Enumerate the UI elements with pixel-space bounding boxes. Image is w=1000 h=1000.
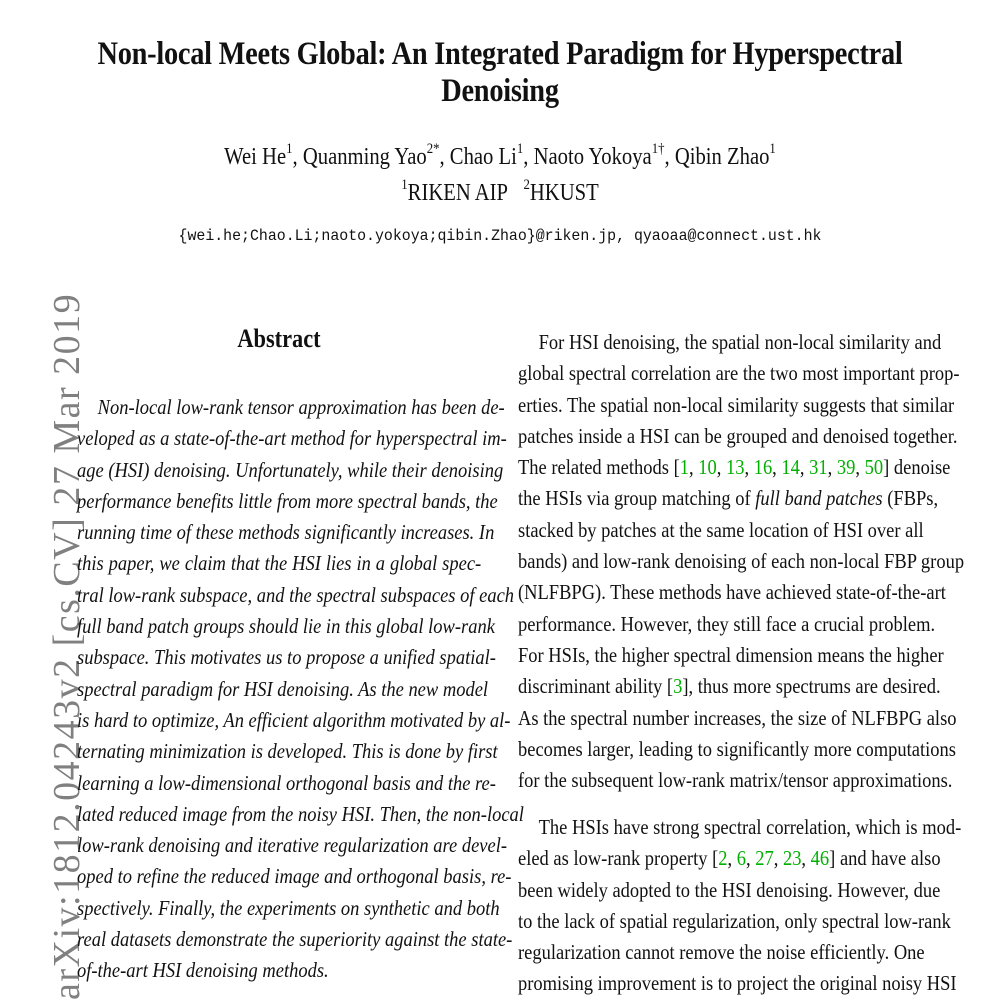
citation-link[interactable]: 39 [836, 455, 856, 480]
citation-link[interactable]: 3 [673, 674, 683, 699]
author-separator: , [439, 144, 450, 170]
author-list [70, 140, 930, 171]
author-separator: , [664, 144, 675, 170]
citation-link[interactable]: 10 [698, 455, 717, 480]
citation-link[interactable]: 23 [782, 846, 802, 871]
text-line: real datasets demonstrate the superiority against the state- [77, 927, 513, 952]
text-line: performance benefits little from more spectral bands, the [77, 488, 498, 513]
citation-link[interactable]: 27 [755, 846, 774, 871]
author-affiliation-mark: 1 [769, 140, 776, 157]
text-line: stacked by patches at the same location of HSI over all [518, 517, 924, 542]
affiliation-line [70, 176, 930, 207]
citation-link[interactable]: 31 [809, 455, 828, 480]
text-line: promising improvement is to project the original noisy HSI [518, 971, 957, 996]
text-line: discriminant ability [3], thus more spectrums are desired. [518, 674, 941, 699]
text-line: global spectral correlation are the two most important prop- [518, 361, 960, 386]
text-line: patches inside a HSI can be grouped and denoised together. [518, 423, 958, 448]
author-affiliation-mark: 1 [516, 140, 524, 157]
citation-link[interactable]: 13 [725, 455, 745, 480]
author-emails: {wei.he;Chao.Li;naoto.yokoya;qibin.Zhao}@riken.jp, qyaoaa@connect.ust.hk [178, 227, 822, 245]
citation-link[interactable]: 16 [753, 455, 773, 480]
intro-paragraph-1 [518, 327, 965, 796]
text-line: The HSIs have strong spectral correlation, which is mod- [538, 815, 962, 839]
author-separator: , [523, 144, 534, 170]
text-line: bands) and low-rank denoising of each non-local FBP group [518, 549, 965, 574]
affiliation-name: HKUST [529, 180, 599, 206]
text-line: becomes larger, leading to significantly more computations [518, 736, 956, 761]
author-affiliation-mark: 2* [426, 140, 440, 157]
text-line: is hard to optimize, An efficient algorithm motivated by al- [77, 707, 511, 732]
text-line: The related methods [1, 10, 13, 16, 14, 31, 39, 50] denoise [518, 455, 951, 480]
text-line: full band patch groups should lie in this global low-rank [77, 614, 495, 639]
author-name: Naoto Yokoya [533, 144, 652, 170]
text-line: for the subsequent low-rank matrix/tensor approximations. [518, 768, 953, 793]
text-line: to the lack of spatial regularization, only spectral low-rank [518, 908, 951, 933]
citation-link[interactable]: 50 [864, 455, 884, 480]
text-line: age (HSI) denoising. Unfortunately, while their denoising [77, 457, 504, 482]
affiliation-mark: 2 [523, 176, 530, 193]
text-line: oped to refine the reduced image and orthogonal basis, re- [77, 864, 512, 889]
text-line: been widely adopted to the HSI denoising. However, due [518, 877, 941, 902]
arxiv-identifier-stamp: arXiv:1812.04243v2 [cs.CV] 27 Mar 2019 [46, 292, 88, 1000]
text-line: ternating minimization is developed. This is done by first [77, 739, 498, 764]
citation-link[interactable]: 46 [810, 846, 830, 871]
text-line: spectral paradigm for HSI denoising. As the new model [77, 676, 489, 701]
text-line: regularization cannot remove the noise efficiently. One [518, 940, 925, 965]
affiliation-name: RIKEN AIP [407, 180, 509, 206]
citation-link[interactable]: 6 [736, 846, 746, 871]
text-line: (NLFBPG). These methods have achieved state-of-the-art [518, 580, 946, 605]
text-line: veloped as a state-of-the-art method for hyperspectral im- [77, 426, 507, 451]
text-line: running time of these methods significantly increases. In [77, 520, 495, 545]
author-name: Chao Li [449, 144, 517, 170]
author-name: Quanming Yao [302, 144, 427, 170]
author-affiliation-mark: 1† [651, 140, 665, 157]
text-line: tral low-rank subspace, and the spectral subspaces of each [77, 582, 515, 607]
author-name: Wei He [224, 144, 287, 170]
text-line: performance. However, they still face a crucial problem. [518, 611, 936, 636]
text-line: As the spectral number increases, the size of NLFBPG also [518, 705, 957, 730]
text-line: Non-local low-rank tensor approximation has been de- [97, 395, 505, 419]
abstract-body [77, 392, 524, 987]
citation-link[interactable]: 1 [679, 455, 689, 480]
text-line: For HSI denoising, the spatial non-local similarity and [538, 330, 942, 354]
citation-link[interactable]: 14 [781, 455, 800, 480]
affiliation-mark: 1 [401, 176, 408, 193]
text-line: the HSIs via group matching of full band patches (FBPs, [518, 486, 939, 511]
text-line: lated reduced image from the noisy HSI. Then, the non-local [77, 801, 524, 826]
text-line: spectively. Finally, the experiments on synthetic and both [77, 895, 500, 920]
text-line: this paper, we claim that the HSI lies in a global spec- [77, 551, 482, 576]
text-line: of-the-art HSI denoising methods. [77, 958, 329, 983]
text-line: low-rank denoising and iterative regularization are devel- [77, 833, 507, 858]
author-separator: , [292, 144, 303, 170]
text-line: learning a low-dimensional orthogonal basis and the re- [77, 770, 496, 795]
text-line: erties. The spatial non-local similarity suggests that similar [518, 392, 955, 417]
text-line: eled as low-rank property [2, 6, 27, 23, 46] and have also [518, 846, 941, 871]
citation-link[interactable]: 2 [718, 846, 728, 871]
intro-paragraph-2 [518, 812, 962, 1000]
abstract-heading: Abstract [237, 324, 321, 353]
author-name: Qibin Zhao [674, 144, 770, 170]
paper-title: Non-local Meets Global: An Integrated Paradigm for Hyperspectral Denoising [97, 36, 903, 109]
text-line: For HSIs, the higher spectral dimension means the higher [518, 642, 944, 667]
author-affiliation-mark: 1 [286, 140, 293, 157]
text-line: subspace. This motivates us to propose a unified spatial- [77, 645, 496, 670]
